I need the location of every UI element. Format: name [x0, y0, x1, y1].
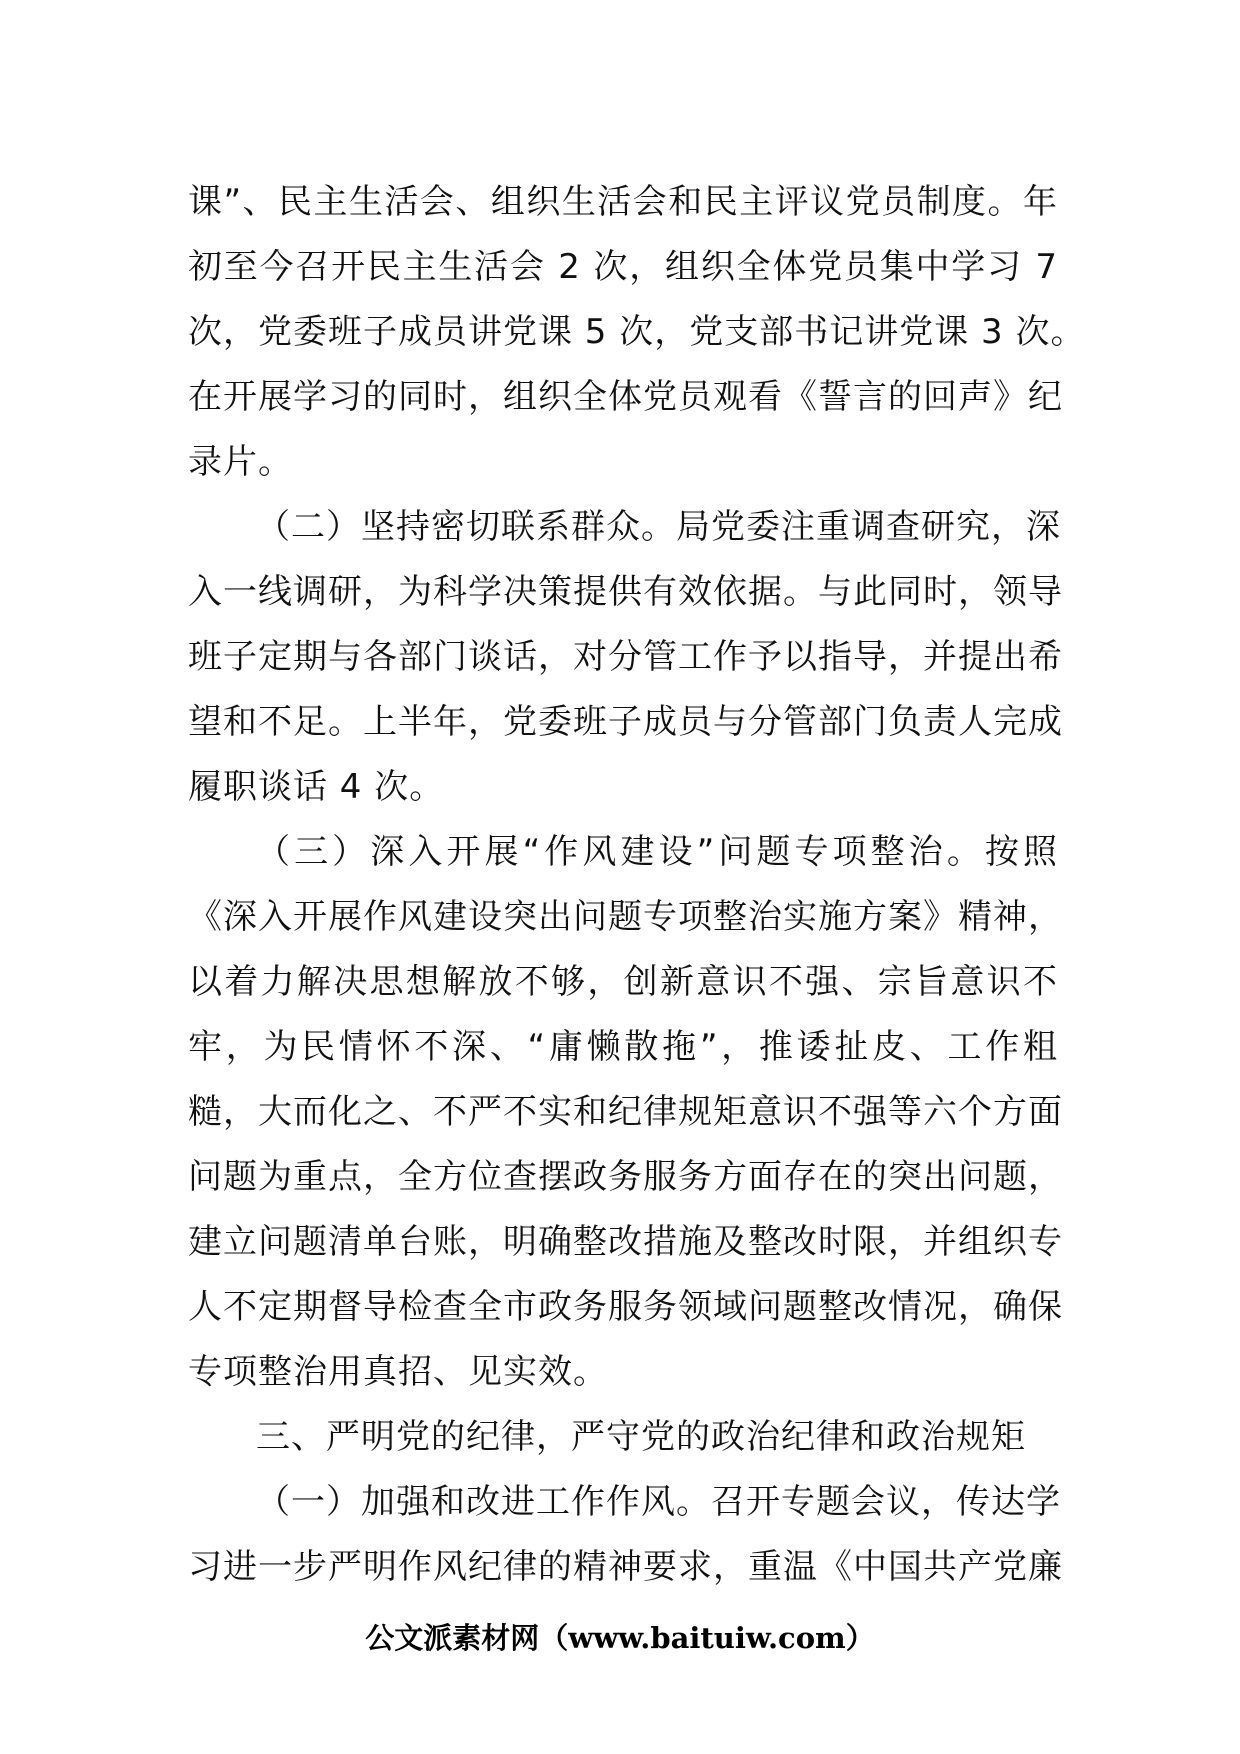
text-line: 次，党委班子成员讲党课 5 次，党支部书记讲党课 3 次。 — [188, 312, 1086, 352]
text-line: 牢，为民情怀不深、“庸懒散拖”，推诿扯皮、工作粗 — [188, 1027, 1058, 1067]
text-line: 初至今召开民主生活会 2 次，组织全体党员集中学习 7 — [188, 247, 1058, 287]
text-line: 在开展学习的同时，组织全体党员观看《誓言的回声》纪 — [188, 377, 1063, 417]
text-line: （三）深入开展“作风建设”问题专项整治。按照 — [256, 832, 1058, 872]
footer-watermark: 公文派素材网（www.baituiw.com） — [365, 1621, 875, 1655]
section-heading: 三、严明党的纪律，严守党的政治纪律和政治规矩 — [256, 1417, 1026, 1457]
text-line: 录片。 — [188, 442, 293, 482]
text-line: （一）加强和改进工作作风。召开专题会议，传达学 — [256, 1482, 1061, 1522]
text-line: 以着力解决思想解放不够，创新意识不强、宗旨意识不 — [188, 962, 1058, 1002]
text-line: 人不定期督导检查全市政务服务领域问题整改情况，确保 — [188, 1287, 1063, 1327]
text-line: 建立问题清单台账，明确整改措施及整改时限，并组织专 — [188, 1222, 1063, 1262]
text-line: 糙，大而化之、不严不实和纪律规矩意识不强等六个方面 — [188, 1092, 1063, 1132]
text-line: （二）坚持密切联系群众。局党委注重调查研究，深 — [256, 507, 1061, 547]
text-line: 《深入开展作风建设突出问题专项整治实施方案》精神， — [188, 897, 1063, 937]
text-line: 课”、民主生活会、组织生活会和民主评议党员制度。年 — [188, 182, 1058, 222]
text-line: 望和不足。上半年，党委班子成员与分管部门负责人完成 — [188, 702, 1063, 742]
text-line: 问题为重点，全方位查摆政务服务方面存在的突出问题， — [188, 1157, 1063, 1197]
text-line: 履职谈话 4 次。 — [188, 767, 445, 807]
text-line: 专项整治用真招、见实效。 — [188, 1352, 608, 1392]
text-line: 入一线调研，为科学决策提供有效依据。与此同时，领导 — [188, 572, 1063, 612]
text-line: 班子定期与各部门谈话，对分管工作予以指导，并提出希 — [188, 637, 1063, 677]
document-body — [188, 170, 1086, 1600]
text-line: 习进一步严明作风纪律的精神要求，重温《中国共产党廉 — [188, 1547, 1063, 1587]
